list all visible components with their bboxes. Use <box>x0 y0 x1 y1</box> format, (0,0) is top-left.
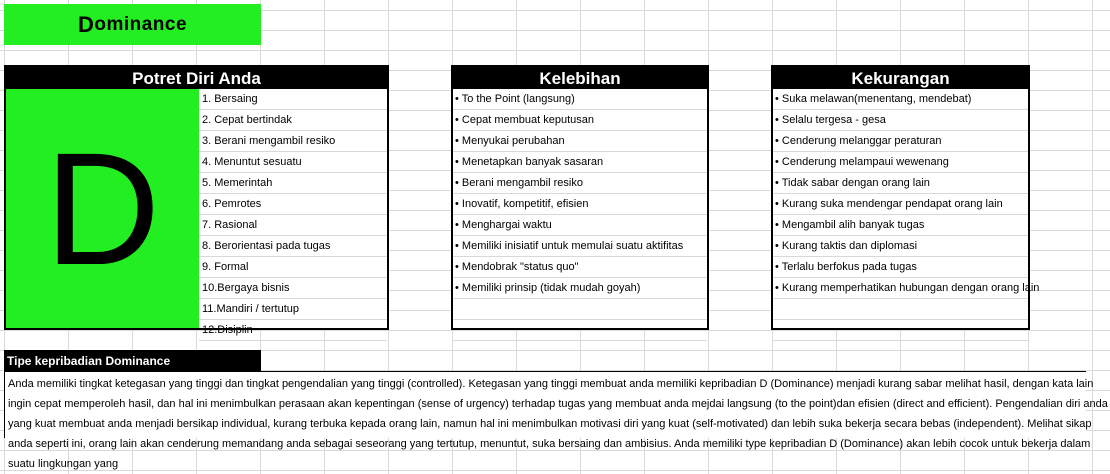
dominance-letter: D <box>44 118 161 298</box>
page-title <box>4 4 261 45</box>
kelebihan-list <box>453 89 707 341</box>
trait-item: 1. Bersaing <box>199 89 387 110</box>
kelebihan-item: • Inovatif, kompetitif, efisien <box>453 194 707 215</box>
kekurangan-item: • Kurang taktis dan diplomasi <box>773 236 1028 257</box>
description-box <box>4 371 1108 470</box>
trait-item: 4. Menuntut sesuatu <box>199 152 387 173</box>
trait-item: 7. Rasional <box>199 215 387 236</box>
kelebihan-item: • Memiliki prinsip (tidak mudah goyah) <box>453 278 707 299</box>
kelebihan-panel <box>451 65 709 330</box>
trait-item: 10.Bergaya bisnis <box>199 278 387 299</box>
kelebihan-item: • Cepat membuat keputusan <box>453 110 707 131</box>
potret-panel <box>4 65 389 336</box>
trait-item: 12.Disiplin <box>199 320 387 341</box>
kekurangan-item: • Tidak sabar dengan orang lain <box>773 173 1028 194</box>
kelebihan-item: • Menetapkan banyak sasaran <box>453 152 707 173</box>
trait-item: 6. Pemrotes <box>199 194 387 215</box>
trait-item: 8. Berorientasi pada tugas <box>199 236 387 257</box>
dominance-letter-block <box>6 89 199 328</box>
kelebihan-item: • Memiliki inisiatif untuk memulai suatu aktifitas <box>453 236 707 257</box>
description-header: Tipe kepribadian Dominance <box>4 350 261 371</box>
kekurangan-item <box>773 320 1028 341</box>
trait-item: 2. Cepat bertindak <box>199 110 387 131</box>
trait-item: 9. Formal <box>199 257 387 278</box>
kekurangan-list <box>773 89 1040 341</box>
kelebihan-item: • Menghargai waktu <box>453 215 707 236</box>
kekurangan-item: • Selalu tergesa - gesa <box>773 110 1028 131</box>
kekurangan-item: • Suka melawan(menentang, mendebat) <box>773 89 1028 110</box>
kekurangan-panel <box>771 65 1040 330</box>
kelebihan-item <box>453 320 707 341</box>
description-text: Anda memiliki tingkat ketegasan yang tinggi dan tingkat pengendalian yang tinggi (controlled). Ketegasan yang tinggi membuat anda memiliki kepribadian D (Dominance) menjadi kurang sabar melihat hasil, dengan kata lain ingin cepat memperoleh hasil, dan hal ini menimbulkan perasaan akan kepentingan (sense of urgency) terhadap tugas yang membuat anda mejdai langsung (to the point)dan efisien (direct and efficient). Pengendalian diri anda yang kuat membuat anda menjadi bersikap individual, kurang terbuka kepada orang lain, namun hal ini menimbulkan motivasi diri yang kuat (self-motivated) dan lebih suka bekerja secara bebas (independent). Melihat sikap anda seperti ini, orang lain akan cenderung memandang anda sebagai seseorang yang tertutup, menuntut, suka bersaing dan ambisius. Anda memiliki type kepribadian D (Dominance) akan lebih cocok untuk bekerja dalam suatu lingkungan yang <box>8 378 1108 470</box>
kelebihan-item: • Menyukai perubahan <box>453 131 707 152</box>
kekurangan-item: • Mengambil alih banyak tugas <box>773 215 1028 236</box>
traits-list <box>199 89 387 336</box>
trait-item: 3. Berani mengambil resiko <box>199 131 387 152</box>
title-first-letter: D <box>77 11 95 37</box>
kekurangan-item: • Kurang memperhatikan hubungan dengan orang lain <box>773 278 1028 299</box>
kekurangan-item <box>773 299 1028 320</box>
kekurangan-item: • Cenderung melampaui wewenang <box>773 152 1028 173</box>
kekurangan-header: Kekurangan <box>773 67 1028 89</box>
kelebihan-item <box>453 299 707 320</box>
kelebihan-item: • Mendobrak "status quo" <box>453 257 707 278</box>
kelebihan-item: • To the Point (langsung) <box>453 89 707 110</box>
trait-item: 5. Memerintah <box>199 173 387 194</box>
kekurangan-item: • Terlalu berfokus pada tugas <box>773 257 1028 278</box>
kekurangan-item: • Kurang suka mendengar pendapat orang lain <box>773 194 1028 215</box>
trait-item: 11.Mandiri / tertutup <box>199 299 387 320</box>
title-rest: ominance <box>94 13 188 35</box>
kelebihan-header: Kelebihan <box>453 67 707 89</box>
potret-header: Potret Diri Anda <box>6 67 387 89</box>
kekurangan-item: • Cenderung melanggar peraturan <box>773 131 1028 152</box>
kelebihan-item: • Berani mengambil resiko <box>453 173 707 194</box>
